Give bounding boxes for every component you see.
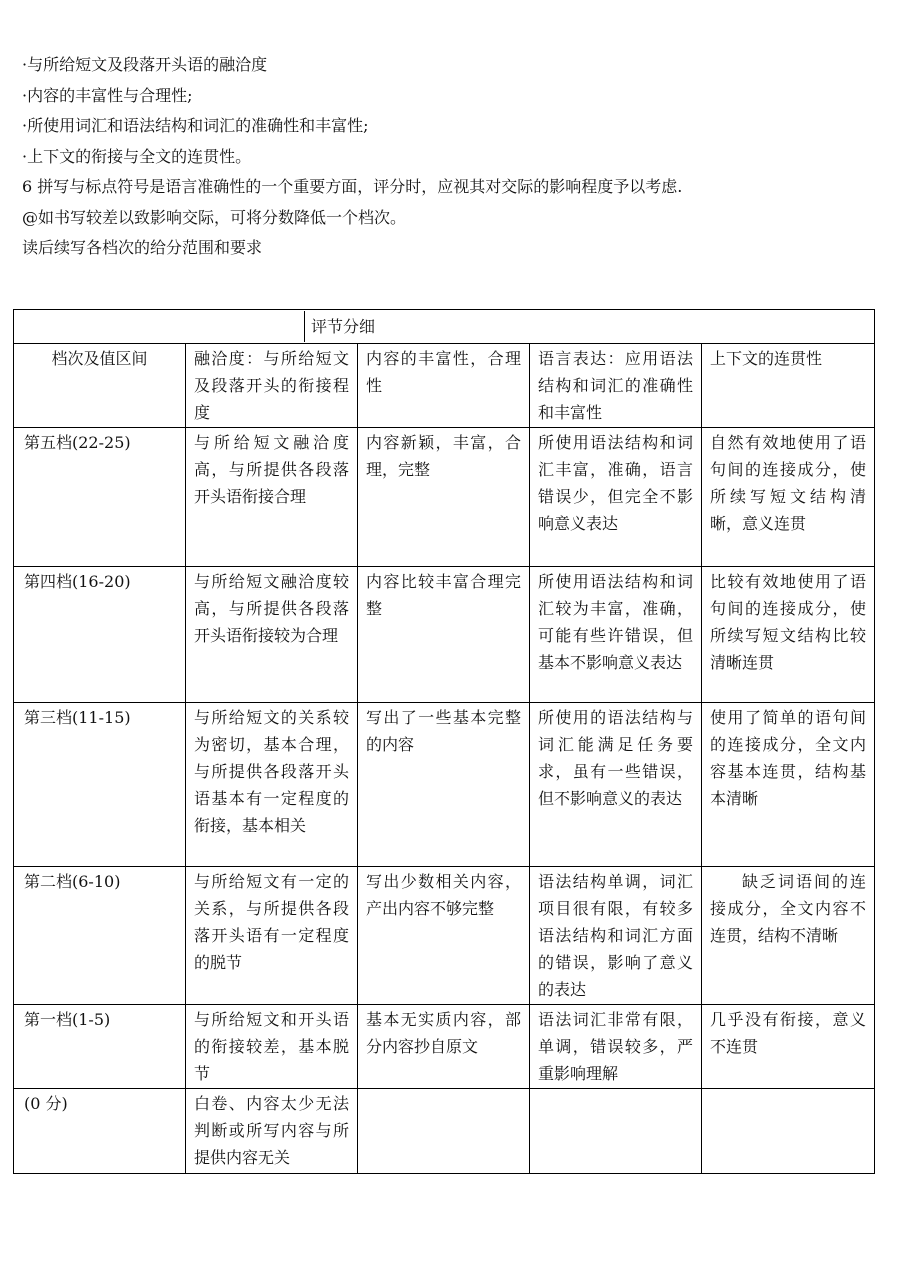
note-line: ·上下文的衔接与全文的连贯性。: [22, 146, 252, 166]
content-cell: 内容新颖，丰富，合理，完整: [358, 428, 530, 567]
note-line: ·与所给短文及段落开头语的融洽度: [22, 55, 268, 74]
table-header-row: [14, 344, 875, 428]
level-cell: (0 分): [14, 1089, 186, 1174]
language-cell: [530, 1089, 702, 1174]
coherence-cell: 比较有效地使用了语句间的连接成分，使所续写短文结构比较清晰连贯: [702, 567, 875, 703]
table-title: 评节分细: [304, 311, 375, 342]
coherence-cell: 几乎没有衔接，意义不连贯: [702, 1005, 875, 1089]
level-cell: 第五档(22-25): [14, 428, 186, 567]
note-line: @如书写较差以致影响交际，可将分数降低一个档次。: [22, 207, 407, 227]
language-cell: 所使用的语法结构与词汇能满足任务要求，虽有一些错误，但不影响意义的表达: [530, 703, 702, 867]
fit-cell: 与所给短文的关系较为密切，基本合理，与所提供各段落开头语基本有一定程度的衔接，基本相关: [186, 703, 358, 867]
table-row: [14, 567, 875, 703]
table-title-cell: [14, 310, 875, 344]
table-title-row: [14, 310, 875, 344]
table-row: [14, 1005, 875, 1089]
level-cell: 第一档(1-5): [14, 1005, 186, 1089]
header-coherence: 上下文的连贯性: [702, 344, 875, 428]
header-fit: 融洽度：与所给短文及段落开头的衔接程度: [186, 344, 358, 428]
content-cell: 基本无实质内容，部分内容抄自原文: [358, 1005, 530, 1089]
language-cell: 所使用语法结构和词汇较为丰富，准确，可能有些许错误，但基本不影响意义表达: [530, 567, 702, 703]
language-cell: 所使用语法结构和词汇丰富，准确，语言错误少，但完全不影响意义表达: [530, 428, 702, 567]
table-row: [14, 428, 875, 567]
fit-cell: 与所给短文融洽度高，与所提供各段落开头语衔接合理: [186, 428, 358, 567]
section-heading: 读后续写各档次的给分范围和要求: [22, 238, 263, 257]
coherence-cell: 使用了简单的语句间的连接成分，全文内容基本连贯，结构基本清晰: [702, 703, 875, 867]
table-row: [14, 703, 875, 867]
note-line: ·所使用词汇和语法结构和词汇的准确性和丰富性;: [22, 116, 369, 135]
language-cell: 语法结构单调，词汇项目很有限，有较多语法结构和词汇方面的错误，影响了意义的表达: [530, 867, 702, 1005]
note-line: 6 拼写与标点符号是语言准确性的一个重要方面，评分时，应视其对交际的影响程度予以考虑.: [22, 177, 683, 196]
intro-notes: [22, 50, 882, 264]
content-cell: 写出了一些基本完整的内容: [358, 703, 530, 867]
language-cell: 语法词汇非常有限，单调，错误较多，严重影响理解: [530, 1005, 702, 1089]
content-cell: 写出少数相关内容，产出内容不够完整: [358, 867, 530, 1005]
header-content: 内容的丰富性，合理性: [358, 344, 530, 428]
header-language: 语言表达：应用语法结构和词汇的准确性和丰富性: [530, 344, 702, 428]
level-cell: 第二档(6-10): [14, 867, 186, 1005]
coherence-cell: [702, 1089, 875, 1174]
note-line: ·内容的丰富性与合理性;: [22, 85, 193, 105]
coherence-cell: 自然有效地使用了语句间的连接成分，使所续写短文结构清晰，意义连贯: [702, 428, 875, 567]
table-row: [14, 1089, 875, 1174]
fit-cell: 白卷、内容太少无法判断或所写内容与所提供内容无关: [186, 1089, 358, 1174]
table-row: [14, 867, 875, 1005]
fit-cell: 与所给短文和开头语的衔接较差，基本脱节: [186, 1005, 358, 1089]
level-cell: 第四档(16-20): [14, 567, 186, 703]
header-level: 档次及值区间: [14, 344, 186, 428]
coherence-cell: 缺乏词语间的连接成分，全文内容不连贯，结构不清晰: [702, 867, 875, 1005]
content-cell: [358, 1089, 530, 1174]
fit-cell: 与所给短文融洽度较高，与所提供各段落开头语衔接较为合理: [186, 567, 358, 703]
scoring-table: [13, 309, 875, 1174]
fit-cell: 与所给短文有一定的关系，与所提供各段落开头语有一定程度的脱节: [186, 867, 358, 1005]
level-cell: 第三档(11-15): [14, 703, 186, 867]
content-cell: 内容比较丰富合理完整: [358, 567, 530, 703]
